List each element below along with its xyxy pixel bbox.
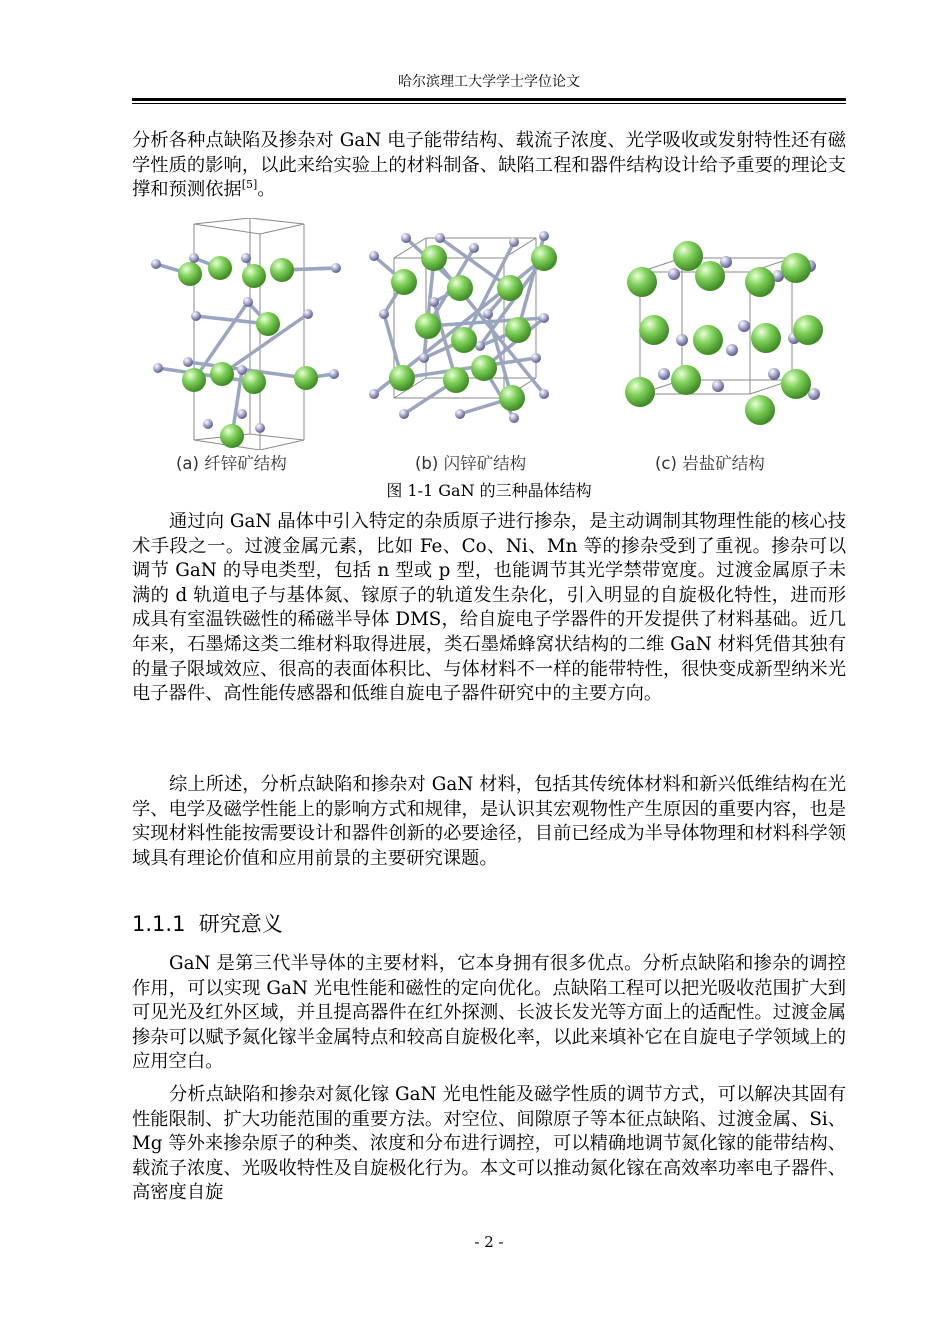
n-atom — [369, 251, 379, 261]
ga-atom — [294, 366, 318, 390]
ga-atom — [421, 245, 447, 271]
ga-atom — [751, 323, 781, 353]
n-atom — [191, 311, 201, 321]
n-atom — [726, 344, 738, 356]
ga-atom — [220, 424, 244, 448]
body-paragraph-1: 通过向 GaN 晶体中引入特定的杂质原子进行掺杂，是主动调制其物理性能的核心技术手段之一。过渡金属元素，比如 Fe、Co、Ni、Mn 等的掺杂受到了重视。掺杂可以调节 GaN 的导电类型，包括 n 型或 p 型，也能调节其光学禁带宽度。过渡金属原子未满的 d 轨道电子与基体氮、镓原子的轨道发生杂化，引入明显的自旋极化特性，进而形成具有室温铁磁性的稀磁半导体 DMS，给自旋电子学器件的开发提供了材料基础。近几年来，石墨烯这类二维材料取得进展，类石墨烯蜂窝状结构的二维 GaN 材料凭借其独有的量子限域效应、很高的表面体积比、与体材料不一样的能带特性，很快变成新型纳米光电子器件、高性能传感器和低维自旋电子器件研究中的主要方向。 — [132, 511, 846, 705]
n-atom — [539, 313, 549, 323]
n-atom — [237, 409, 247, 419]
ga-atom — [256, 312, 280, 336]
ga-atom — [270, 258, 294, 282]
n-atom — [768, 368, 780, 380]
n-atom — [539, 389, 549, 399]
body-paragraph-2: 综上所述，分析点缺陷和掺杂对 GaN 材料，包括其传统体材料和新兴低维结构在光学、电学及磁学性能上的影响方式和规律，是认识其宏观物性产生原因的重要内容，也是实现材料性能按需要设计和器件创新的必要途径，目前已经成为半导体物理和材料科学领域具有理论价值和应用前景的主要研究课题。 — [132, 774, 846, 869]
n-atom — [329, 369, 339, 379]
ga-atom — [693, 325, 723, 355]
unit-cell-edge — [250, 218, 304, 224]
ga-atom — [208, 256, 232, 280]
ga-atom — [447, 275, 473, 301]
figure-caption: 图 1-1 GaN 的三种晶体结构 — [386, 481, 592, 500]
ga-atom — [531, 245, 557, 271]
ga-atom — [391, 269, 417, 295]
n-atom — [203, 419, 213, 429]
section-paragraph-2: 分析点缺陷和掺杂对氮化镓 GaN 光电性能及磁学性质的调节方式，可以解决其固有性能限制、扩大功能范围的重要方法。对空位、间隙原子等本征点缺陷、过渡金属、Si、Mg 等外来掺杂原子的种类、浓度和分布进行调控，可以精确地调节氮化镓的能带结构、载流子浓度、光吸收特性及自旋极化行为。本文可以推动氮化镓在高效率功率电子器件、高密度自旋 — [132, 1084, 846, 1204]
n-atom — [658, 368, 670, 380]
page-number: - 2 - — [474, 1233, 504, 1251]
citation-5: [5] — [241, 178, 258, 192]
ga-atom — [625, 377, 655, 407]
wurtzite-structure-image — [142, 218, 357, 450]
unit-cell-edge — [250, 434, 304, 440]
unit-cell-edge — [194, 218, 250, 224]
intro-paragraph — [132, 129, 846, 203]
figure-label-a: (a) 纤锌矿结构 — [176, 454, 287, 473]
n-atom — [435, 233, 445, 243]
n-atom — [237, 365, 247, 375]
n-atom — [369, 389, 379, 399]
ga-atom — [745, 267, 775, 297]
n-atom — [303, 309, 313, 319]
section-title: 研究意义 — [198, 912, 283, 936]
n-atom — [676, 334, 688, 346]
header-rule-thick — [132, 98, 846, 101]
n-atom — [183, 357, 193, 367]
n-atom — [189, 253, 199, 263]
n-atom — [399, 409, 409, 419]
n-atom — [539, 231, 549, 241]
figure-label-c: (c) 岩盐矿结构 — [655, 454, 765, 473]
n-atom — [531, 353, 541, 363]
crystal-structures-figure — [132, 218, 846, 473]
ga-atom — [178, 262, 202, 286]
n-atom — [153, 363, 163, 373]
ga-atom — [745, 395, 775, 425]
ga-atom — [182, 368, 206, 392]
n-atom — [469, 243, 479, 253]
n-atom — [243, 297, 253, 307]
rocksalt-structure-image — [624, 218, 824, 450]
header-rule-thin — [132, 103, 846, 104]
ga-atom — [505, 317, 531, 343]
section-heading — [132, 910, 283, 938]
ga-atom — [242, 264, 266, 288]
ga-atom — [389, 365, 415, 391]
n-atom — [241, 253, 251, 263]
ga-atom — [781, 253, 811, 283]
n-atom — [720, 256, 732, 268]
n-atom — [509, 413, 519, 423]
n-atom — [483, 309, 493, 319]
unit-cell-edge — [260, 440, 304, 450]
n-atom — [509, 237, 519, 247]
ga-atom — [242, 370, 266, 394]
ga-atom — [627, 267, 657, 297]
ga-atom — [695, 261, 725, 291]
section-number: 1.1.1 — [132, 912, 186, 936]
section-paragraph-1: GaN 是第三代半导体的主要材料，它本身拥有很多优点。分析点缺陷和掺杂的调控作用，可以实现 GaN 光电性能和磁性的定向优化。点缺陷工程可以把光吸收范围扩大到可见光及红外区域，并且提高器件在红外探测、长波长发光等方面上的适配性。过渡金属掺杂可以赋予氮化镓半金属特点和较高自旋极化率，以此来填补它在自旋电子学领域上的应用空白。 — [132, 953, 846, 1073]
n-atom — [379, 309, 389, 319]
ga-atom — [471, 355, 497, 381]
running-header: 哈尔滨理工大学学士学位论文 — [398, 74, 580, 90]
n-atom — [151, 259, 161, 269]
n-atom — [419, 353, 429, 363]
ga-atom — [499, 385, 525, 411]
zincblende-structure-image — [364, 218, 579, 450]
ga-atom — [443, 367, 469, 393]
ga-atom — [639, 315, 669, 345]
ga-atom — [781, 369, 811, 399]
n-atom — [429, 297, 439, 307]
figure-label-b: (b) 闪锌矿结构 — [415, 454, 527, 473]
ga-atom — [451, 327, 477, 353]
ga-atom — [415, 313, 441, 339]
n-atom — [668, 268, 680, 280]
n-atom — [738, 320, 750, 332]
n-atom — [401, 233, 411, 243]
n-atom — [712, 380, 724, 392]
ga-atom — [793, 315, 823, 345]
n-atom — [255, 423, 265, 433]
unit-cell-edge — [260, 224, 304, 234]
ga-atom — [210, 362, 234, 386]
intro-tail: 。 — [257, 179, 276, 201]
n-atom — [455, 409, 465, 419]
ga-atom — [671, 365, 701, 395]
n-atom — [331, 263, 341, 273]
intro-text: 分析各种点缺陷及掺杂对 GaN 电子能带结构、载流子浓度、光学吸收或发射特性还有磁学性质的影响，以此来给实验上的材料制备、缺陷工程和器件结构设计给予重要的理论支撑和预测依据 — [132, 130, 846, 201]
ga-atom — [497, 275, 523, 301]
